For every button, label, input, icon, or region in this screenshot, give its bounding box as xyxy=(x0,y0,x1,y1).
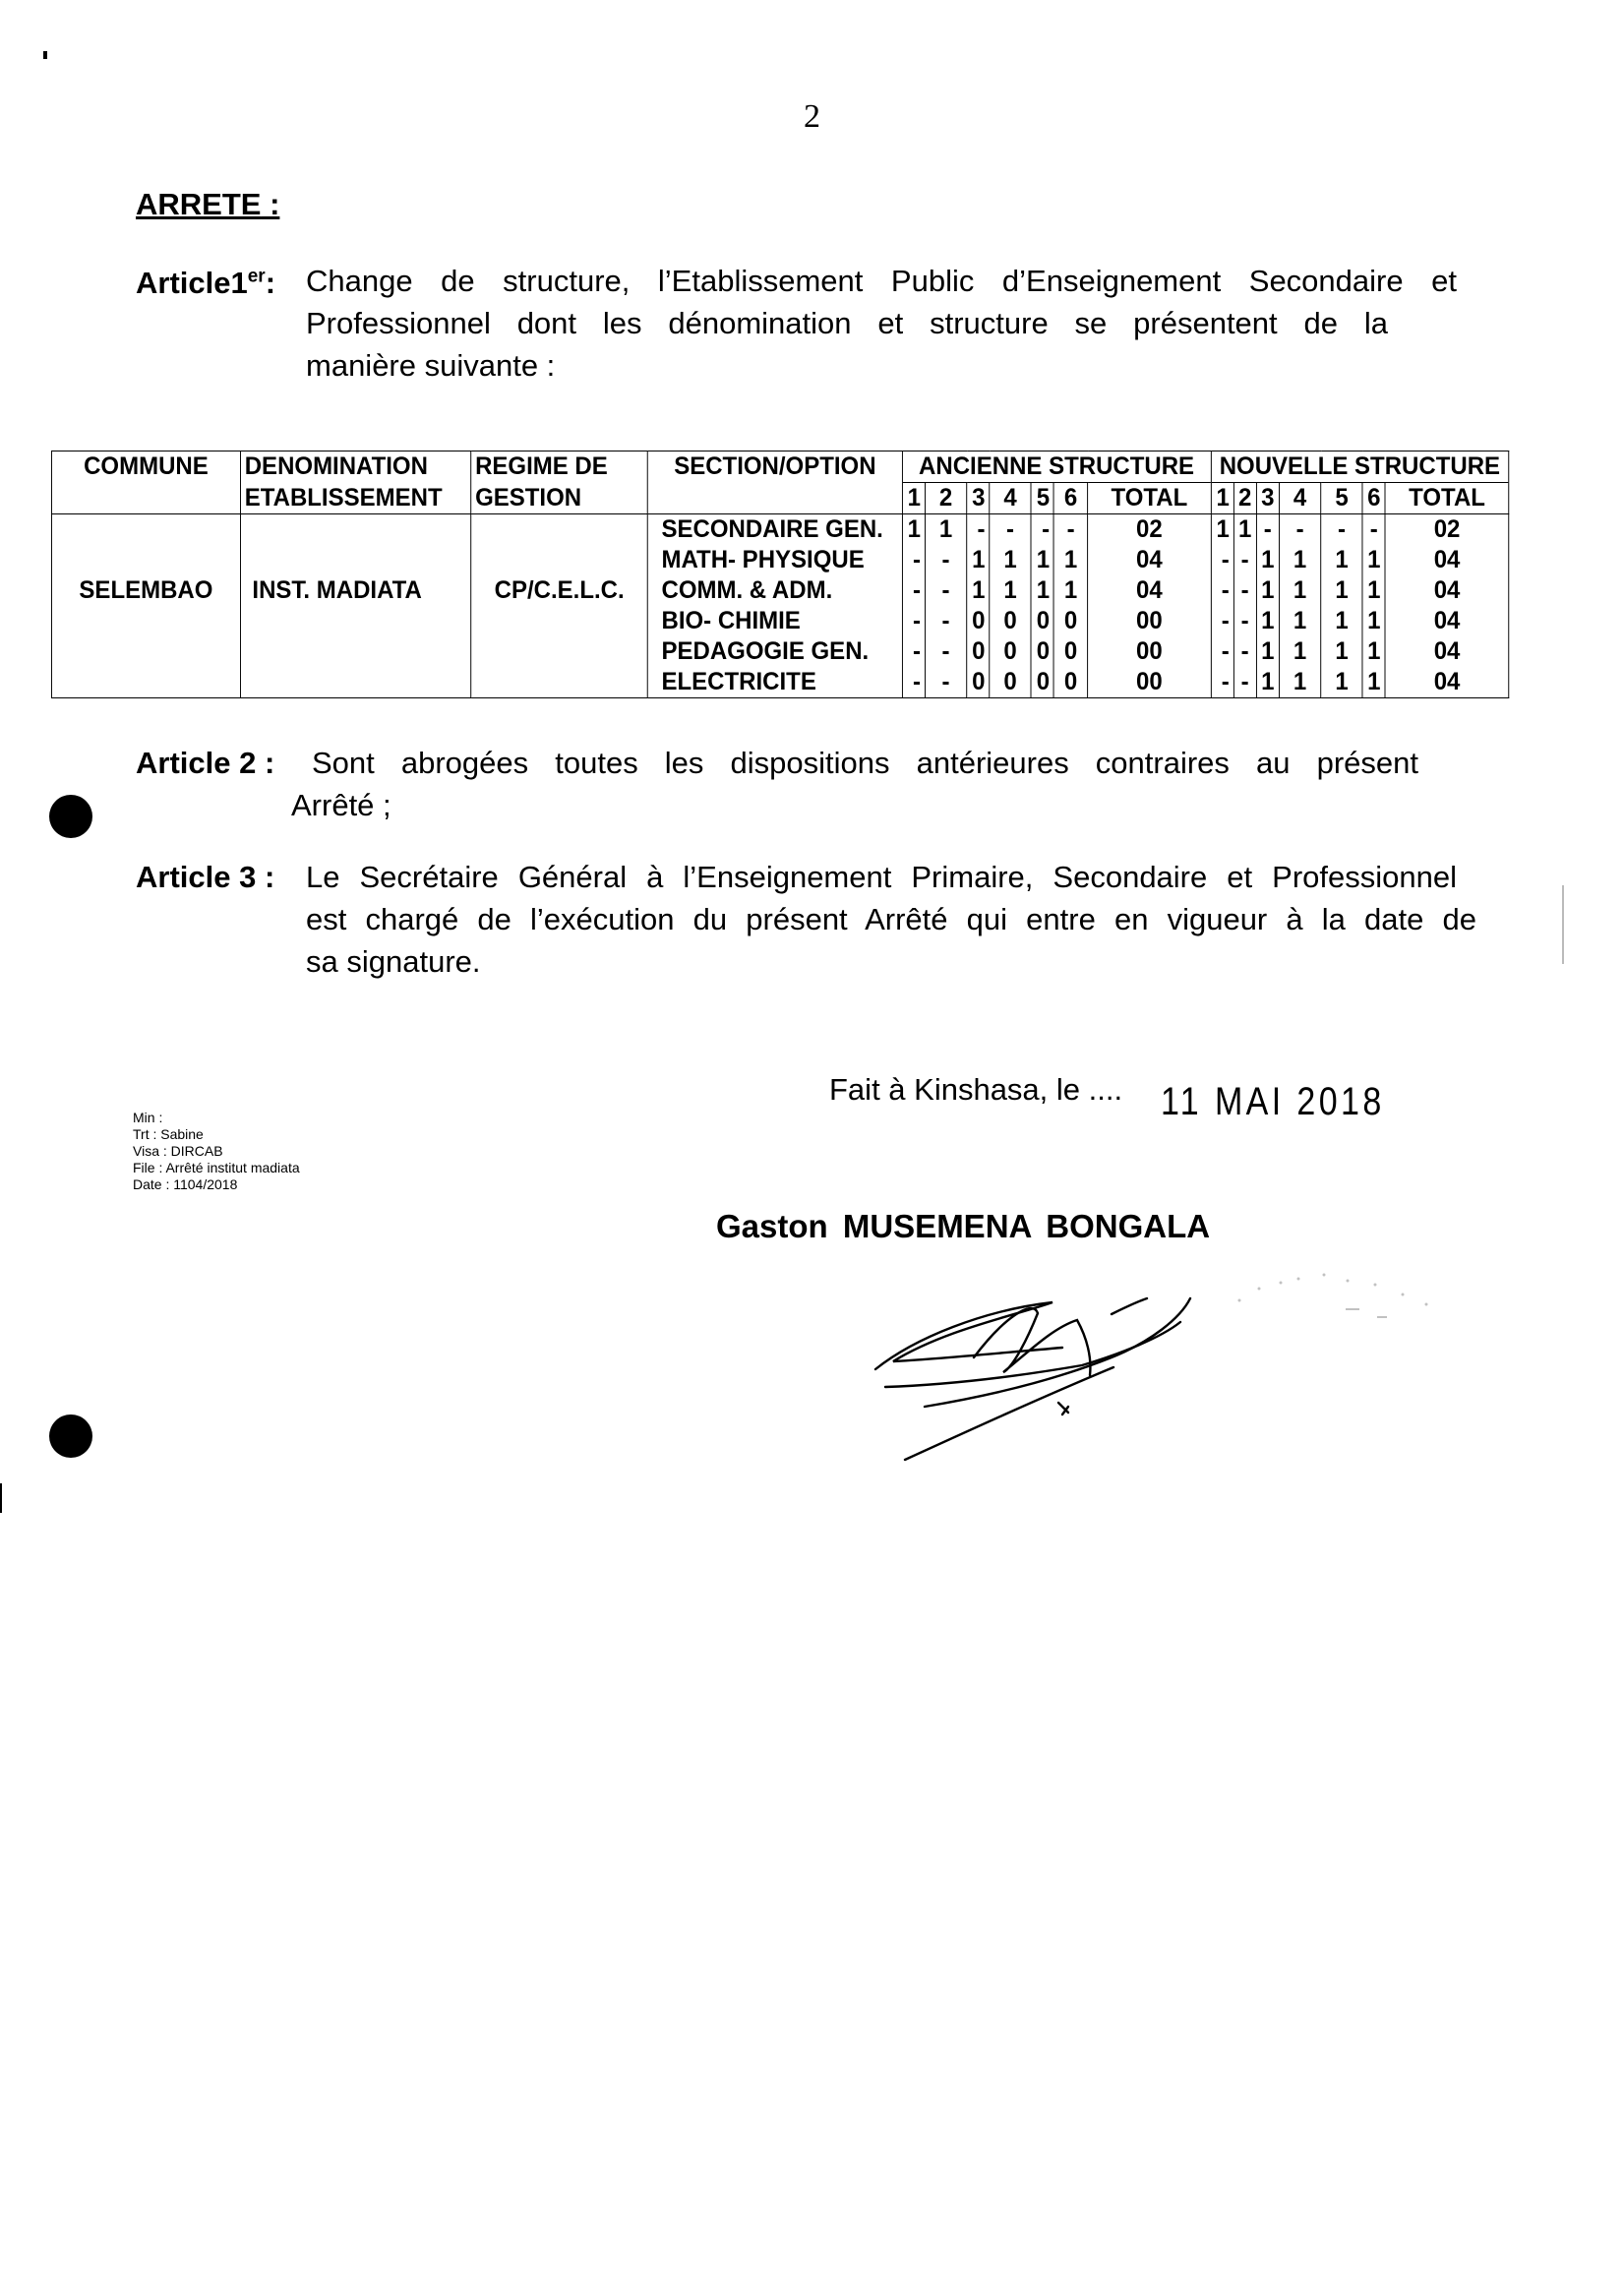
ancienne-total-cell: 04 xyxy=(1088,575,1211,606)
table-row xyxy=(51,636,1508,667)
nouvelle-total-cell: 04 xyxy=(1385,636,1508,667)
ancienne-year-cell: 1 xyxy=(1053,545,1087,575)
table-row xyxy=(51,514,1508,546)
article-2-label: Article 2 : xyxy=(136,746,275,780)
nouvelle-year-cell: - xyxy=(1233,575,1256,606)
ancienne-year-cell: 1 xyxy=(990,545,1031,575)
regime-cell xyxy=(471,606,648,636)
table-row xyxy=(51,606,1508,636)
meta-line: Date : 1104/2018 xyxy=(133,1176,238,1192)
meta-line: File : Arrêté institut madiata xyxy=(133,1160,300,1175)
section-header: SECTION/OPTION xyxy=(648,451,903,483)
nouvelle-year-cell: - xyxy=(1279,514,1320,546)
ancienne-year-cell: 1 xyxy=(990,575,1031,606)
year-header: 5 xyxy=(1031,483,1053,514)
ancienne-year-cell: - xyxy=(990,514,1031,546)
ancienne-year-cell: - xyxy=(925,636,966,667)
decree-heading xyxy=(136,187,279,222)
section-cell: COMM. & ADM. xyxy=(648,575,903,606)
nouvelle-total-cell: 04 xyxy=(1385,606,1508,636)
ancienne-structure-header: ANCIENNE STRUCTURE xyxy=(902,451,1211,483)
section-cell: ELECTRICITE xyxy=(648,667,903,698)
nouvelle-year-cell: 1 xyxy=(1279,575,1320,606)
nouvelle-year-cell: 1 xyxy=(1279,606,1320,636)
article-2-line: Arrêté ; xyxy=(291,788,391,822)
nouvelle-year-cell: - xyxy=(1233,667,1256,698)
table-header-row xyxy=(51,451,1508,483)
scan-edge-mark xyxy=(0,1483,2,1513)
place-date: Fait à Kinshasa, le .... xyxy=(829,1072,1123,1107)
article-3-line: sa signature. xyxy=(306,944,481,979)
ancienne-year-cell: - xyxy=(902,575,925,606)
nouvelle-year-cell: - xyxy=(1256,514,1279,546)
year-header: 4 xyxy=(1279,483,1320,514)
denomination-cell xyxy=(240,636,470,667)
denomination-cell xyxy=(240,545,470,575)
nouvelle-year-cell: 1 xyxy=(1279,545,1320,575)
article-3-line: Le Secrétaire Général à l’Enseignement Primaire, Secondaire et Professionnel xyxy=(306,860,1457,894)
date-stamp: 11 MAI 2018 xyxy=(1161,1080,1385,1123)
article-3-line: est chargé de l’exécution du présent Arrêté qui entre en vigueur à la date de xyxy=(306,902,1476,936)
denomination-cell xyxy=(240,514,470,546)
scan-speck xyxy=(43,51,47,59)
nouvelle-year-cell: - xyxy=(1211,667,1233,698)
nouvelle-total-cell: 02 xyxy=(1385,514,1508,546)
nouvelle-year-cell: 1 xyxy=(1256,606,1279,636)
nouvelle-year-cell: - xyxy=(1233,606,1256,636)
regime-cell xyxy=(471,667,648,698)
handwritten-signature xyxy=(856,1259,1210,1475)
regime-cell xyxy=(471,545,648,575)
commune-cell xyxy=(51,514,240,546)
ancienne-year-cell: 1 xyxy=(967,575,990,606)
nouvelle-year-cell: 1 xyxy=(1362,636,1385,667)
ancienne-year-cell: 0 xyxy=(1053,606,1087,636)
total-header: TOTAL xyxy=(1088,483,1211,514)
ancienne-year-cell: 1 xyxy=(1031,575,1053,606)
nouvelle-year-cell: 1 xyxy=(1279,636,1320,667)
total-header: TOTAL xyxy=(1385,483,1508,514)
nouvelle-year-cell: - xyxy=(1211,575,1233,606)
table-body xyxy=(51,514,1508,698)
ancienne-year-cell: 0 xyxy=(1031,667,1053,698)
article-3-label: Article 3 : xyxy=(136,860,275,894)
ancienne-year-cell: - xyxy=(925,606,966,636)
regime-header: REGIME DE xyxy=(471,451,648,483)
ancienne-year-cell: 0 xyxy=(967,636,990,667)
commune-cell xyxy=(51,606,240,636)
nouvelle-year-cell: - xyxy=(1362,514,1385,546)
meta-line: Visa : DIRCAB xyxy=(133,1143,223,1159)
ancienne-total-cell: 04 xyxy=(1088,545,1211,575)
table-subheader-row xyxy=(51,483,1508,514)
regime-cell xyxy=(471,636,648,667)
ancienne-year-cell: 0 xyxy=(990,636,1031,667)
faint-stamp-marks xyxy=(1230,1261,1456,1340)
ancienne-year-cell: - xyxy=(1053,514,1087,546)
ancienne-total-cell: 00 xyxy=(1088,636,1211,667)
nouvelle-year-cell: - xyxy=(1211,606,1233,636)
denomination-header: DENOMINATION xyxy=(240,451,470,483)
nouvelle-year-cell: 1 xyxy=(1233,514,1256,546)
ancienne-year-cell: - xyxy=(925,575,966,606)
article-2-text xyxy=(291,742,1418,826)
ancienne-total-cell: 00 xyxy=(1088,606,1211,636)
regime-cell: CP/C.E.L.C. xyxy=(471,575,648,606)
regime-header-line2: GESTION xyxy=(471,483,648,514)
commune-cell xyxy=(51,667,240,698)
article-1-label-text: Article1 xyxy=(136,266,248,300)
commune-cell: SELEMBAO xyxy=(51,575,240,606)
commune-header: COMMUNE xyxy=(51,451,240,483)
page-number: 2 xyxy=(804,98,820,135)
denomination-cell: INST. MADIATA xyxy=(240,575,470,606)
nouvelle-year-cell: 1 xyxy=(1321,545,1362,575)
nouvelle-year-cell: 1 xyxy=(1279,667,1320,698)
nouvelle-year-cell: - xyxy=(1233,636,1256,667)
section-cell: PEDAGOGIE GEN. xyxy=(648,636,903,667)
year-header: 2 xyxy=(925,483,966,514)
year-header: 1 xyxy=(1211,483,1233,514)
ancienne-year-cell: 0 xyxy=(967,606,990,636)
article-2-line: Sont abrogées toutes les dispositions antérieures contraires au présent xyxy=(312,746,1418,780)
section-header-cont xyxy=(648,483,903,514)
ancienne-year-cell: - xyxy=(925,545,966,575)
nouvelle-total-cell: 04 xyxy=(1385,667,1508,698)
ancienne-year-cell: - xyxy=(902,667,925,698)
ancienne-year-cell: 1 xyxy=(925,514,966,546)
ancienne-year-cell: 1 xyxy=(902,514,925,546)
nouvelle-year-cell: 1 xyxy=(1256,636,1279,667)
nouvelle-year-cell: 1 xyxy=(1321,606,1362,636)
binder-hole-mark xyxy=(49,1414,92,1458)
nouvelle-year-cell: 1 xyxy=(1321,636,1362,667)
nouvelle-year-cell: 1 xyxy=(1321,667,1362,698)
nouvelle-year-cell: 1 xyxy=(1256,667,1279,698)
scan-edge-mark xyxy=(1562,885,1564,964)
ancienne-total-cell: 02 xyxy=(1088,514,1211,546)
nouvelle-year-cell: 1 xyxy=(1256,545,1279,575)
section-cell: SECONDAIRE GEN. xyxy=(648,514,903,546)
commune-header-cont xyxy=(51,483,240,514)
ancienne-year-cell: - xyxy=(967,514,990,546)
year-header: 3 xyxy=(967,483,990,514)
ancienne-year-cell: 0 xyxy=(967,667,990,698)
denomination-header-line2: ETABLISSEMENT xyxy=(240,483,470,514)
denomination-cell xyxy=(240,667,470,698)
nouvelle-year-cell: 1 xyxy=(1362,545,1385,575)
table-row xyxy=(51,575,1508,606)
ancienne-year-cell: - xyxy=(902,636,925,667)
year-header: 1 xyxy=(902,483,925,514)
section-cell: BIO- CHIMIE xyxy=(648,606,903,636)
ancienne-year-cell: 0 xyxy=(1053,667,1087,698)
nouvelle-structure-header: NOUVELLE STRUCTURE xyxy=(1211,451,1509,483)
binder-hole-mark xyxy=(49,795,92,838)
ancienne-year-cell: 1 xyxy=(1031,545,1053,575)
nouvelle-year-cell: - xyxy=(1321,514,1362,546)
year-header: 2 xyxy=(1233,483,1256,514)
nouvelle-year-cell: - xyxy=(1211,545,1233,575)
ancienne-year-cell: 0 xyxy=(1031,606,1053,636)
table-row xyxy=(51,545,1508,575)
ancienne-year-cell: 1 xyxy=(1053,575,1087,606)
ancienne-year-cell: 0 xyxy=(1053,636,1087,667)
article-1-label xyxy=(136,266,275,301)
year-header: 6 xyxy=(1362,483,1385,514)
commune-cell xyxy=(51,545,240,575)
nouvelle-year-cell: - xyxy=(1211,636,1233,667)
article-1-text xyxy=(306,260,1457,387)
article-1-line: manière suivante : xyxy=(306,348,556,383)
ancienne-year-cell: 0 xyxy=(1031,636,1053,667)
commune-cell xyxy=(51,636,240,667)
ancienne-total-cell: 00 xyxy=(1088,667,1211,698)
article-1-line: Change de structure, l’Etablissement Public d’Enseignement Secondaire et xyxy=(306,264,1457,298)
signer-name: Gaston MUSEMENA BONGALA xyxy=(716,1208,1211,1244)
document-meta xyxy=(133,1110,300,1193)
table-row xyxy=(51,667,1508,698)
meta-line: Min : xyxy=(133,1110,163,1125)
article-1-line: Professionnel dont les dénomination et structure se présentent de la xyxy=(306,306,1388,340)
section-cell: MATH- PHYSIQUE xyxy=(648,545,903,575)
ancienne-year-cell: - xyxy=(902,606,925,636)
year-header: 4 xyxy=(990,483,1031,514)
year-header: 6 xyxy=(1053,483,1087,514)
ancienne-year-cell: - xyxy=(902,545,925,575)
nouvelle-year-cell: 1 xyxy=(1362,606,1385,636)
ancienne-year-cell: 1 xyxy=(967,545,990,575)
year-header: 3 xyxy=(1256,483,1279,514)
nouvelle-total-cell: 04 xyxy=(1385,575,1508,606)
nouvelle-year-cell: 1 xyxy=(1362,667,1385,698)
nouvelle-year-cell: 1 xyxy=(1211,514,1233,546)
ancienne-year-cell: 0 xyxy=(990,606,1031,636)
structure-table xyxy=(51,451,1509,698)
heading-colon: : xyxy=(261,187,280,221)
nouvelle-year-cell: 1 xyxy=(1256,575,1279,606)
regime-cell xyxy=(471,514,648,546)
ancienne-year-cell: 0 xyxy=(990,667,1031,698)
heading-text: ARRETE xyxy=(136,187,262,221)
ancienne-year-cell: - xyxy=(925,667,966,698)
ancienne-year-cell: - xyxy=(1031,514,1053,546)
nouvelle-total-cell: 04 xyxy=(1385,545,1508,575)
article-1-label-suffix: : xyxy=(265,266,276,300)
denomination-cell xyxy=(240,606,470,636)
article-3-text xyxy=(306,856,1476,983)
year-header: 5 xyxy=(1321,483,1362,514)
nouvelle-year-cell: 1 xyxy=(1321,575,1362,606)
article-1-label-sup: er xyxy=(247,266,266,287)
nouvelle-year-cell: - xyxy=(1233,545,1256,575)
meta-line: Trt : Sabine xyxy=(133,1126,204,1142)
nouvelle-year-cell: 1 xyxy=(1362,575,1385,606)
